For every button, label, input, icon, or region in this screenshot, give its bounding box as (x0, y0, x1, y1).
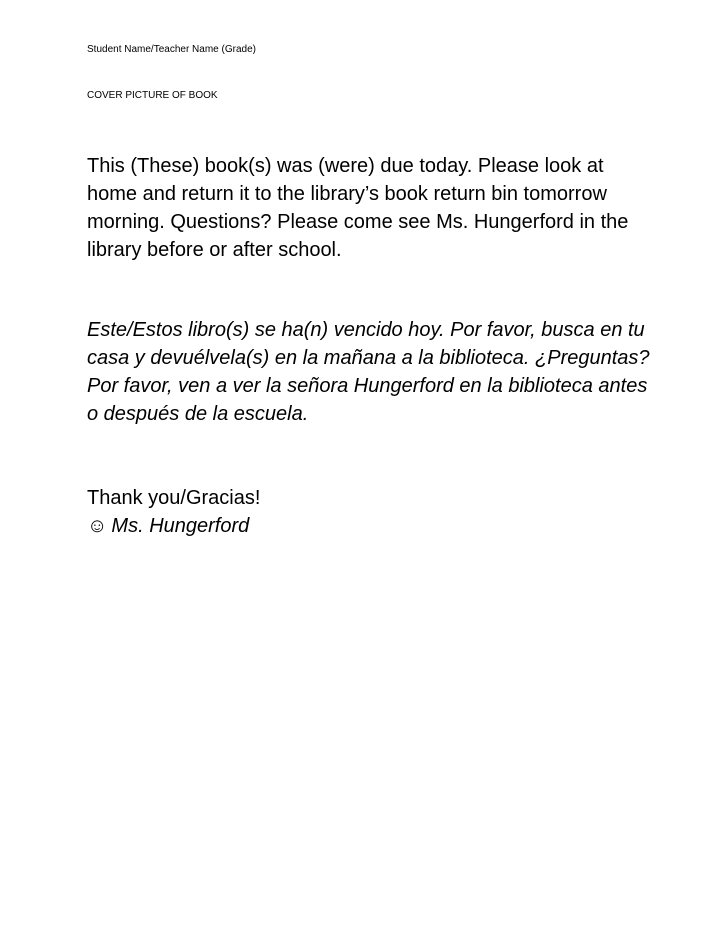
signature-name: Ms. Hungerford (111, 515, 250, 537)
english-notice: This (These) book(s) was (were) due today. Please look at home and return it to the library’s book return bin tomorrow morning. Questions? Please come see Ms. Hungerford in the library before or after school. (87, 155, 629, 261)
thanks-line: Thank you/Gracias! (87, 487, 261, 509)
signature-line (87, 512, 657, 540)
spanish-notice: Este/Estos libro(s) se ha(n) vencido hoy. Por favor, busca en tu casa y devuélvela(s) en la mañana a la biblioteca. ¿Preguntas? Por favor, ven a ver la señora Hungerford en la biblioteca antes o después de la escuela. (87, 319, 650, 425)
student-teacher-line: Student Name/Teacher Name (Grade) (87, 44, 256, 55)
cover-picture-placeholder: COVER PICTURE OF BOOK (87, 90, 218, 101)
smiley-icon: ☺ (87, 515, 108, 537)
closing-block (87, 484, 657, 540)
